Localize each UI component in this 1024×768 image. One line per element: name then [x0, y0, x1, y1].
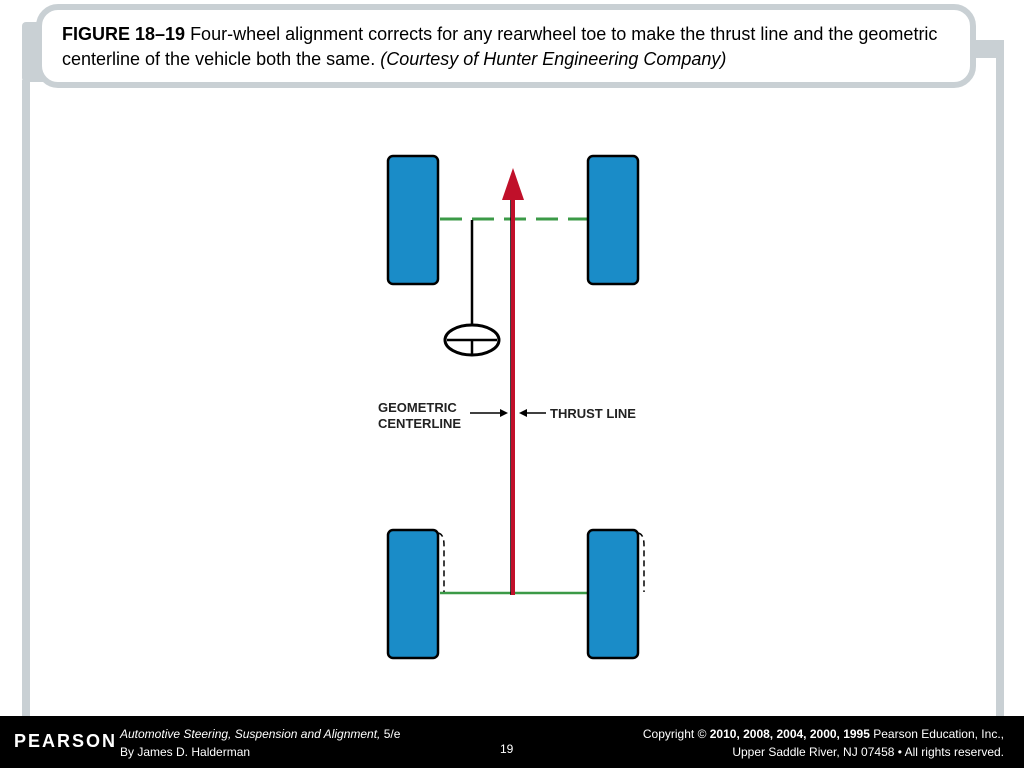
thrust-line-label: THRUST LINE: [550, 406, 636, 421]
copyright-holder: Pearson Education, Inc.,: [869, 727, 1004, 741]
copyright-address: Upper Saddle River, NJ 07458 • All rights reserved.: [732, 745, 1004, 759]
wheel-rear-left: [388, 530, 438, 658]
footer-bar: [0, 716, 1024, 768]
copyright-years: 2010, 2008, 2004, 2000, 1995: [709, 727, 870, 741]
pearson-logo: PEARSON: [14, 731, 118, 751]
page-number: 19: [500, 742, 514, 756]
book-edition: 5/e: [380, 727, 401, 741]
geometric-centerline-label-2: CENTERLINE: [378, 416, 462, 431]
copyright-prefix: Copyright ©: [642, 727, 710, 741]
figure-label: FIGURE 18–19: [62, 24, 186, 44]
thrust-pointer-head: [519, 409, 527, 417]
wheel-rear-right: [588, 530, 638, 658]
figure-credit: (Courtesy of Hunter Engineering Company): [380, 49, 727, 69]
figure-caption-text: Four-wheel alignment corrects for any rearwheel toe to make the thrust line and the geometric centerline of the vehicle both the same.: [62, 24, 938, 69]
book-info: [120, 725, 400, 761]
wheel-front-right: [588, 156, 638, 284]
thrust-arrow-head: [502, 168, 524, 200]
wheel-front-left: [388, 156, 438, 284]
geometric-pointer-head: [500, 409, 508, 417]
book-title: Automotive Steering, Suspension and Alignment,: [120, 727, 381, 741]
geometric-centerline-label: GEOMETRIC: [378, 400, 457, 415]
steering-wheel-icon: [445, 325, 499, 355]
book-author: By James D. Halderman: [120, 745, 251, 759]
copyright-notice: [643, 725, 1004, 761]
